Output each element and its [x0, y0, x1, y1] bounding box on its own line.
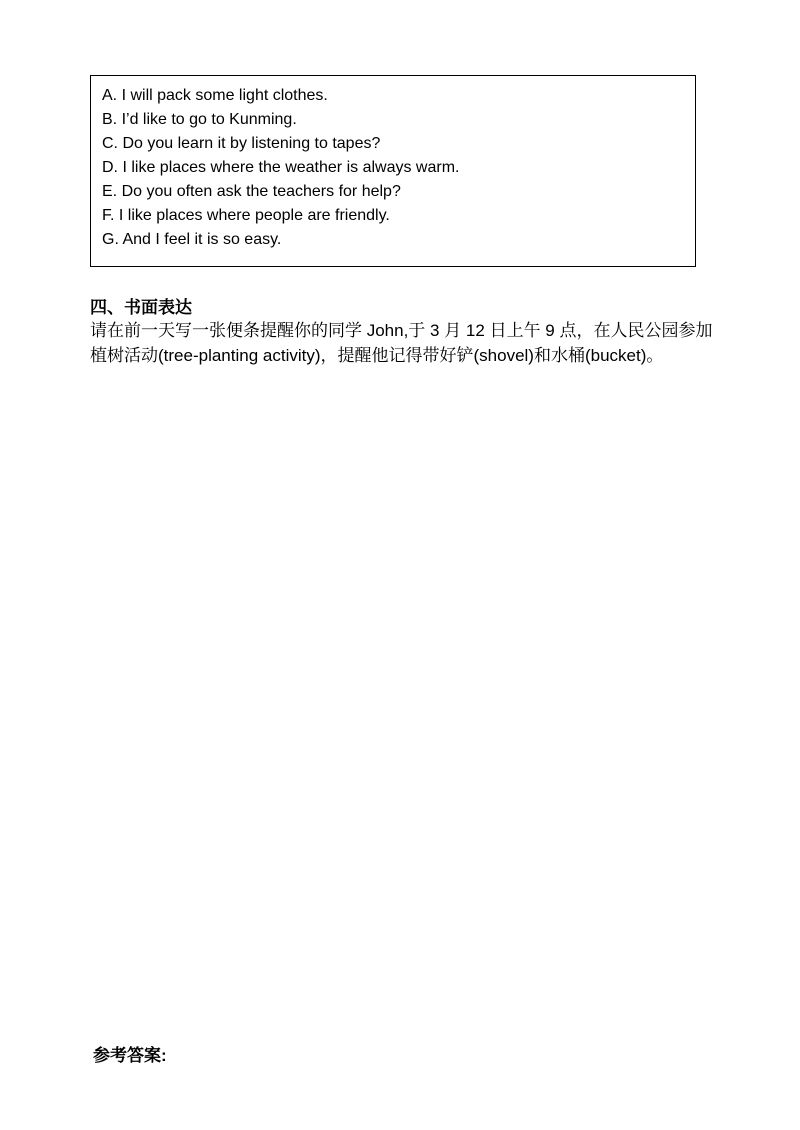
- answers-heading: 参考答案:: [93, 1046, 167, 1065]
- writing-prompt: 请在前一天写一张便条提醒你的同学 John,于 3 月 12 日上午 9 点，在人民公园参加植树活动(tree-planting activity)，提醒他记得带好铲(shovel)和水桶(bucket)。: [90, 321, 713, 365]
- option-f: F. I like places where people are friendly.: [102, 207, 390, 224]
- option-a: A. I will pack some light clothes.: [102, 87, 328, 104]
- option-e: E. Do you often ask the teachers for help?: [102, 183, 401, 200]
- options-box: [90, 75, 696, 267]
- option-b: B. I’d like to go to Kunming.: [102, 111, 297, 128]
- option-c: C. Do you learn it by listening to tapes?: [102, 135, 381, 152]
- option-d: D. I like places where the weather is always warm.: [102, 159, 460, 176]
- writing-section-heading: 四、书面表达: [90, 298, 192, 317]
- option-g: G. And I feel it is so easy.: [102, 231, 282, 248]
